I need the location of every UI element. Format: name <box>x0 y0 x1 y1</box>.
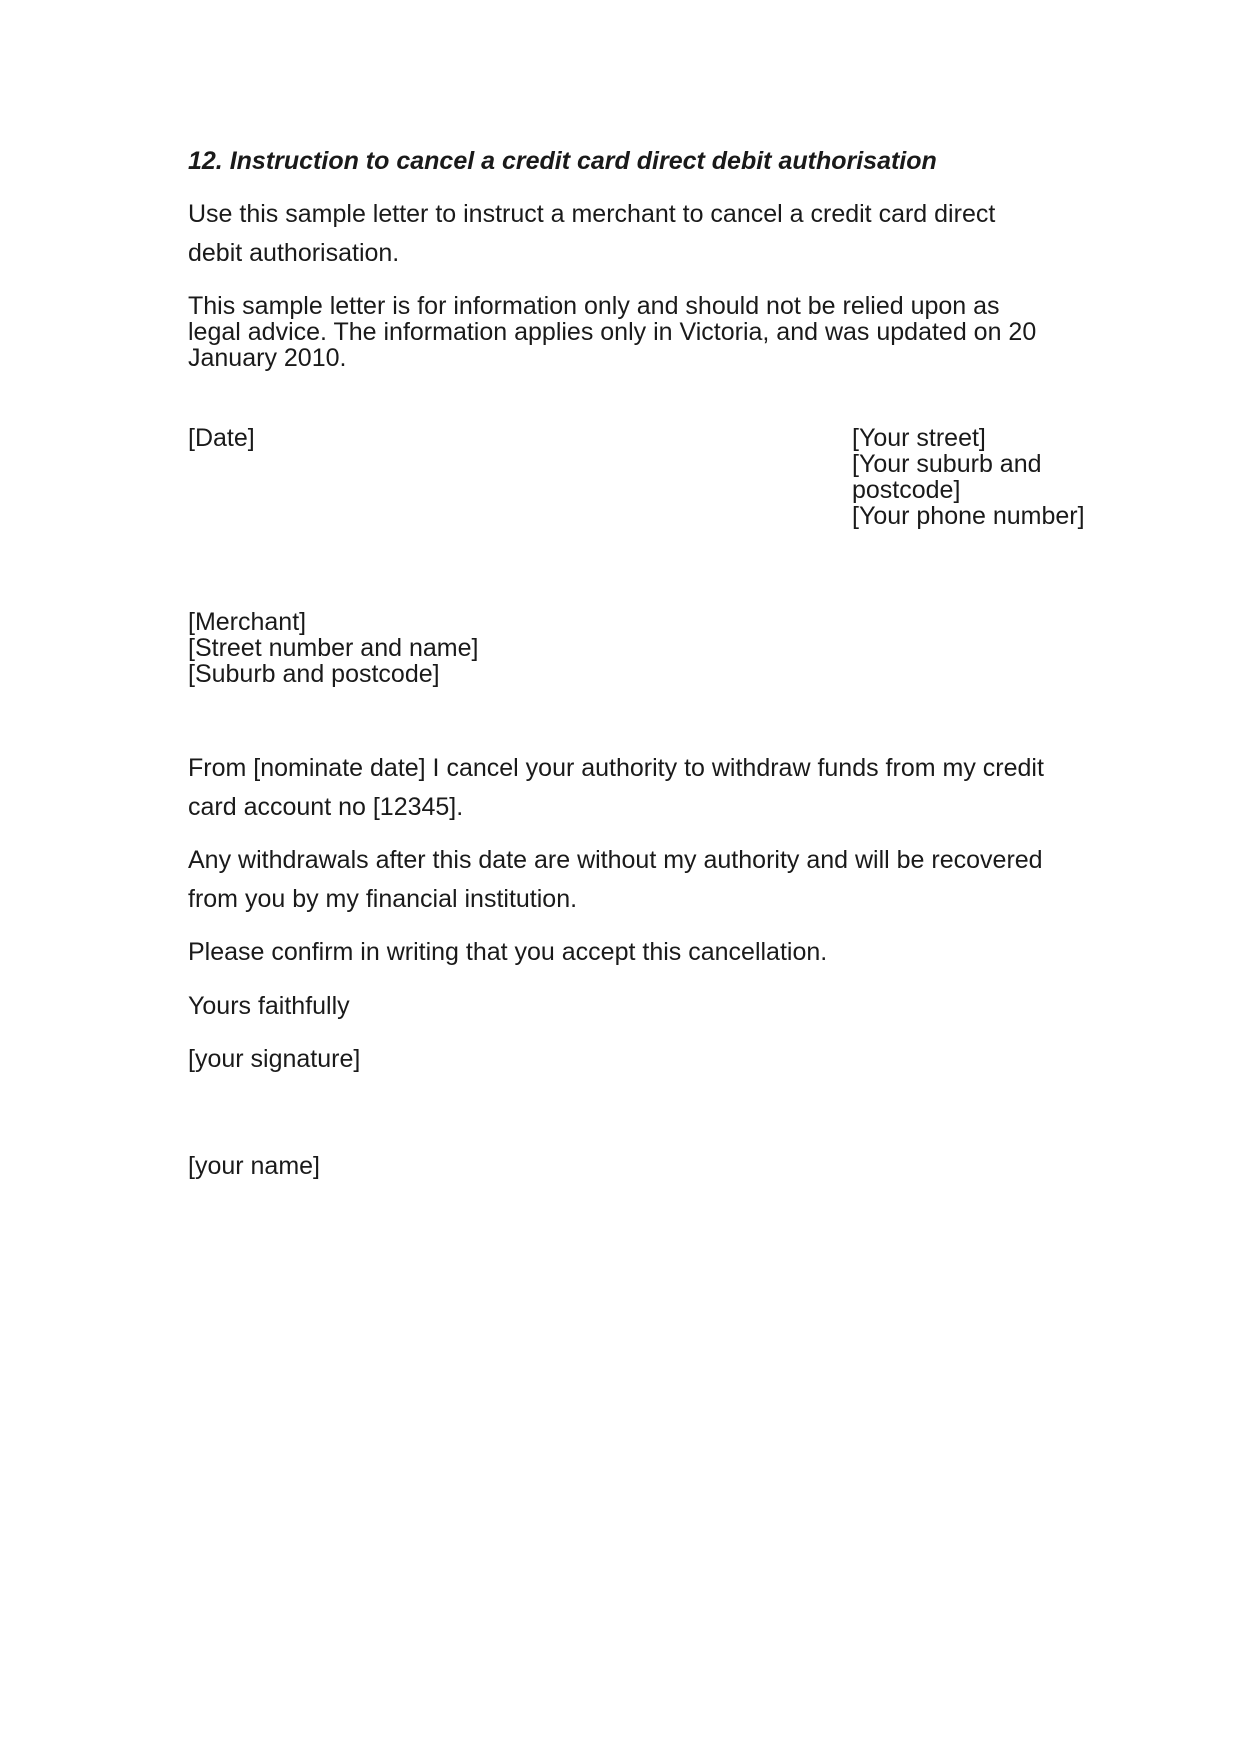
date-placeholder: [Date] <box>188 424 255 452</box>
merchant-suburb: [Suburb and postcode] <box>188 660 440 688</box>
merchant-name: [Merchant] <box>188 608 307 636</box>
sender-phone: [Your phone number] <box>852 502 1085 530</box>
name-placeholder: [your name] <box>188 1152 321 1180</box>
cancel-paragraph-line-2: card account no [12345]. <box>188 793 464 821</box>
withdrawals-paragraph-line-1: Any withdrawals after this date are without my authority and will be recovered <box>188 846 1043 874</box>
sender-street: [Your street] <box>852 424 986 452</box>
disclaimer-line-1: This sample letter is for information only and should not be relied upon as <box>188 292 1000 320</box>
cancel-paragraph-line-1: From [nominate date] I cancel your authority to withdraw funds from my credit <box>188 754 1044 782</box>
disclaimer-line-3: January 2010. <box>188 344 347 372</box>
signature-placeholder: [your signature] <box>188 1045 361 1073</box>
document-title: 12. Instruction to cancel a credit card direct debit authorisation <box>188 147 937 175</box>
withdrawals-paragraph-line-2: from you by my financial institution. <box>188 885 578 913</box>
confirm-paragraph: Please confirm in writing that you accept this cancellation. <box>188 938 828 966</box>
merchant-street: [Street number and name] <box>188 634 479 662</box>
sender-postcode: postcode] <box>852 476 961 504</box>
disclaimer-line-2: legal advice. The information applies only in Victoria, and was updated on 20 <box>188 318 1037 346</box>
sender-suburb: [Your suburb and <box>852 450 1042 478</box>
closing: Yours faithfully <box>188 992 350 1020</box>
intro-line-1: Use this sample letter to instruct a merchant to cancel a credit card direct <box>188 200 996 228</box>
intro-line-2: debit authorisation. <box>188 239 400 267</box>
